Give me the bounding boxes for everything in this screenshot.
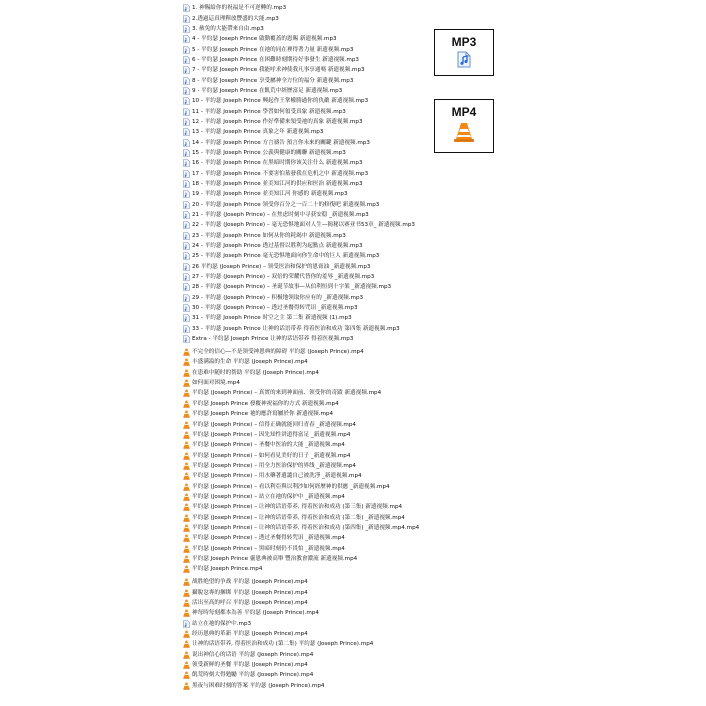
file-name: 飢荒時刻大得勉勵 平約瑟 (Joseph Prince).mp4	[192, 672, 314, 679]
vlc-cone-icon	[183, 452, 190, 460]
vlc-cone-icon	[183, 369, 190, 377]
file-name: 平約瑟 (Joseph Prince) – 看以利亞與以利沙如何經歷神的供應 _新遗视频.mp4	[192, 483, 390, 490]
mp4-file-item[interactable]	[183, 608, 653, 618]
audio-file-icon	[183, 314, 190, 322]
mp4-file-item[interactable]	[183, 564, 653, 574]
mp3-file-item[interactable]	[183, 179, 653, 189]
mp3-badge-label: MP3	[451, 35, 477, 49]
mp4-file-item[interactable]	[183, 347, 653, 357]
file-name: 不完全的信心—不是领受神恩典的障碍 平約瑟 (Joseph Prince).mp4	[192, 349, 364, 356]
mp3-file-item[interactable]	[183, 158, 653, 168]
file-name: 25 - 平約瑟 Joseph Prince 毫无恐惧地面向你生命中的巨人 新遗视频.mp3	[192, 253, 380, 260]
mp3-badge	[434, 29, 494, 76]
vlc-cone-icon	[183, 651, 190, 659]
file-name: 22 - 平約瑟 (Joseph Prince) – 毫无恐惧地面对人生—揭秘以赛亚书53章_ 新遗视频.mp3	[192, 222, 415, 229]
vlc-cone-icon	[183, 400, 190, 408]
file-name: 4 - 平約瑟 Joseph Prince 啟動覆蓋的恩賜 新遗视频.mp3	[192, 36, 337, 43]
file-name: 1. 神賜給你的祝福是不可逆轉的.mp3	[192, 5, 287, 12]
audio-file-icon	[183, 232, 190, 240]
file-name: 平約瑟 (Joseph Prince) – 让神的话语带养, 得着医治和成功 (第三集) 新遗视频.mp4	[192, 504, 403, 511]
file-name: 16 - 平約瑟 Joseph Prince 在黑暗时期你该关注什么 新遗视频.mp3	[192, 160, 363, 167]
audio-file-icon	[183, 159, 190, 167]
vlc-cone-icon	[183, 472, 190, 480]
vlc-cone-icon	[183, 348, 190, 356]
mp3-file-item[interactable]	[183, 148, 653, 158]
file-name: 10 - 平約瑟 Joseph Prince 興起作王掌權勝過你的仇敵 新遗视频.mp3	[192, 98, 369, 105]
mp4-file-item[interactable]	[183, 388, 653, 398]
mp3-file-item[interactable]	[183, 137, 653, 147]
mp3-file-item[interactable]	[183, 96, 653, 106]
mp3-file-item[interactable]	[183, 313, 653, 323]
file-name: 领受新鲜的圣餐 平約瑟 (Joseph Prince).mp4	[192, 662, 308, 669]
file-name: 15 - 平約瑟 Joseph Prince 公義與健康的關聯 新遗视频.mp3	[192, 149, 346, 156]
mp3-file-item[interactable]	[183, 282, 653, 292]
vlc-cone-icon	[183, 514, 190, 522]
vlc-cone-icon	[183, 379, 190, 387]
file-name: 17 - 平約瑟 Joseph Prince 不要害怕墓發我在危机之中 新遗视频.mp3	[192, 170, 369, 177]
vlc-cone-icon	[183, 630, 190, 638]
mp4-file-item[interactable]	[183, 681, 653, 691]
vlc-cone-icon	[183, 682, 190, 690]
mp4-file-item[interactable]	[183, 543, 653, 553]
mp3-file-item[interactable]	[183, 220, 653, 230]
file-name: 24 - 平約瑟 Joseph Prince 透过基督以胜利为起點点 新遗视频.mp3	[192, 243, 363, 250]
mp4-badge	[434, 99, 494, 153]
mp4-file-item[interactable]	[183, 368, 653, 378]
mp3-file-item[interactable]	[183, 3, 653, 13]
mp4-file-item[interactable]	[183, 502, 653, 512]
audio-file-icon	[183, 283, 190, 291]
mp4-file-item[interactable]	[183, 409, 653, 419]
mp3-file-item[interactable]	[183, 127, 653, 137]
mp3-file-item[interactable]	[183, 117, 653, 127]
audio-file-icon	[183, 211, 190, 219]
vlc-cone-icon	[183, 609, 190, 617]
audio-file-icon	[183, 201, 190, 209]
file-name: 27 - 平約瑟 (Joseph Prince) – 双倍的荣耀代替你的羞辱 _新遗视频.mp3	[192, 274, 375, 281]
file-name: 平約瑟 Joseph Prince 發覆神祝福你的方式 新遗视频.mp4	[192, 400, 339, 407]
file-name: 平約瑟 (Joseph Prince) – 用全力医治保护的界线 _新遗视频.mp4	[192, 462, 356, 469]
mp3-file-item[interactable]	[183, 210, 653, 220]
audio-file-icon	[183, 252, 190, 260]
mp3-file-item[interactable]	[183, 75, 653, 85]
file-name: 平約瑟 (Joseph Prince) – 站立在祂的保护中 _新遗视频.mp4	[192, 493, 345, 500]
vlc-cone-icon	[183, 421, 190, 429]
mp4-file-item[interactable]	[183, 440, 653, 450]
mp3-file-item[interactable]	[183, 13, 653, 23]
audio-file-icon	[183, 4, 190, 12]
file-name: 20 - 平約瑟 Joseph Prince 领受你百分之一百二十的修復吧 新遗视频.mp3	[192, 201, 380, 208]
mp4-file-item[interactable]	[183, 419, 653, 429]
audio-file-icon	[183, 108, 190, 116]
audio-file-icon	[183, 294, 190, 302]
file-name: 19 - 平約瑟 Joseph Prince 並奀知江河 你感的 新遗视频.mp3	[192, 191, 348, 198]
vlc-cone-icon	[183, 640, 190, 648]
mp4-file-item[interactable]	[183, 670, 653, 680]
audio-file-icon	[457, 51, 471, 68]
audio-file-icon	[183, 56, 190, 64]
file-name: 31 - 平約瑟 Joseph Prince 时空之主 第二集 新遗视频 (1).mp3	[192, 315, 352, 322]
mp4-file-item[interactable]	[183, 461, 653, 471]
mp3-file-item[interactable]	[183, 34, 653, 44]
audio-file-icon	[183, 325, 190, 333]
audio-file-icon	[183, 221, 190, 229]
file-name: 平約瑟 (Joseph Prince) – 如何看見美好的日子 _新遗视频.mp4	[192, 452, 351, 459]
audio-file-icon	[183, 66, 190, 74]
file-name: 平約瑟 (Joseph Prince) – 让神的话语带养, 得着医治和成功 (第二集) _新遗视频.mp4	[192, 514, 405, 521]
file-name: 33 - 平約瑟 Joseph Prince 让神的话语带养 得着医治和成功 第四集 新遗视频.mp3	[192, 325, 400, 332]
vlc-cone-icon	[183, 578, 190, 586]
mp4-badge-label: MP4	[451, 105, 477, 119]
file-name: 30 - 平約瑟 (Joseph Prince) – 透过圣餐得转咒诅 _新遗视频.mp3	[192, 305, 358, 312]
file-name: 平約瑟 (Joseph Prince) – 透过圣餐得转咒诅 _新遗视频.mp4	[192, 535, 345, 542]
file-name: 说出神信心的话语 平約瑟 (Joseph Prince).mp4	[192, 651, 314, 658]
mp3-file-item[interactable]	[183, 55, 653, 65]
audio-file-icon	[183, 118, 190, 126]
mp3-file-item[interactable]	[183, 334, 653, 344]
vlc-cone-icon	[183, 431, 190, 439]
file-name: 3. 赦免的大能帶來自由.mp3	[192, 25, 264, 32]
mp3-file-item[interactable]	[183, 241, 653, 251]
file-name: 丰盛满溢的生命 平約瑟 (Joseph Prince).mp4	[192, 359, 308, 366]
audio-file-icon	[183, 35, 190, 43]
mp4-file-item[interactable]	[183, 357, 653, 367]
vlc-cone-icon	[183, 589, 190, 597]
audio-file-icon	[183, 128, 190, 136]
mp4-file-item[interactable]	[183, 512, 653, 522]
mp4-file-item[interactable]	[183, 492, 653, 502]
audio-file-icon	[183, 242, 190, 250]
audio-file-icon	[183, 15, 190, 23]
file-name: 平約瑟 (Joseph Prince) – 用水藥著遺譴自己被洗淨 _新遗视频.mp4	[192, 473, 362, 480]
mp3-file-item[interactable]	[183, 106, 653, 116]
file-name: 12 - 平約瑟 Joseph Prince 作好準備來領受祂的真象 新遗视频.mp3	[192, 118, 363, 125]
vlc-cone-icon	[183, 441, 190, 449]
mp3-file-item[interactable]	[183, 262, 653, 272]
mp3-file-item[interactable]	[183, 169, 653, 179]
mp4-file-item[interactable]	[183, 598, 653, 608]
file-name: 站立在祂的保护中.mp3	[192, 620, 252, 627]
audio-file-icon	[183, 46, 190, 54]
file-name: 平約瑟 (Joseph Prince) – 圣餐中医治的大能 _新遗视频.mp4	[192, 442, 345, 449]
mp4-file-item[interactable]	[183, 430, 653, 440]
file-name: 29 - 平約瑟 (Joseph Prince) – 积极地领取你应有的 _新遗视频.mp3	[192, 294, 364, 301]
file-list	[183, 3, 653, 691]
mp3-file-item[interactable]	[183, 251, 653, 261]
mp3-file-item[interactable]	[183, 303, 653, 313]
audio-file-icon	[183, 304, 190, 312]
audio-file-icon	[183, 620, 190, 628]
file-name: 28 - 平約瑟 (Joseph Prince) – 圣诞节故事—从伯利恒到十字架 _新遗视频.mp3	[192, 284, 392, 291]
vlc-cone-icon	[183, 410, 190, 418]
vlc-cone-icon	[183, 565, 190, 573]
vlc-cone-icon	[183, 671, 190, 679]
mp3-file-item[interactable]	[183, 324, 653, 334]
vlc-cone-icon	[183, 555, 190, 563]
vlc-cone-icon	[453, 121, 475, 143]
file-name: 经历恩典的革新 平約瑟 (Joseph Prince).mp4	[192, 630, 308, 637]
vlc-cone-icon	[183, 483, 190, 491]
audio-file-icon	[183, 335, 190, 343]
vlc-cone-icon	[183, 524, 190, 532]
mp3-file-item[interactable]	[183, 293, 653, 303]
vlc-cone-icon	[183, 545, 190, 553]
file-name: 在患难中随时的帮助 平約瑟 (Joseph Prince).mp4	[192, 369, 319, 376]
file-name: 平約瑟 Joseph Prince 靈恩典被高舉 豐治教會濃流 新遗视频.mp4	[192, 555, 358, 562]
audio-file-icon	[183, 263, 190, 271]
file-name: 平約瑟 Joseph Prince.mp4	[192, 566, 263, 573]
mp4-file-item[interactable]	[183, 533, 653, 543]
vlc-cone-icon	[183, 389, 190, 397]
audio-file-icon	[183, 273, 190, 281]
mp4-file-item[interactable]	[183, 378, 653, 388]
mp3-file-item[interactable]	[183, 24, 653, 34]
file-name: 7 - 平約瑟 Joseph Prince 我能呼求神使我凡事享通嗎 新遗视频.mp3	[192, 67, 365, 74]
file-name: 23 - 平約瑟 Joseph Prince 如何从你的耗竭中 新遗视频.mp3	[192, 232, 346, 239]
mp3-file-item[interactable]	[183, 86, 653, 96]
file-name: 神每時每刻都本為善 平約瑟 (Joseph Prince).mp4	[192, 610, 319, 617]
audio-file-icon	[183, 190, 190, 198]
file-name: 5 - 平約瑟 Joseph Prince 在祂的同在裡得著力量 新遗视频.mp3	[192, 46, 354, 53]
vlc-cone-icon	[183, 599, 190, 607]
file-name: 13 - 平約瑟 Joseph Prince 真象之年 新遗视频.mp3	[192, 129, 324, 136]
audio-file-icon	[183, 149, 190, 157]
file-name: 8 - 平約瑟 Joseph Prince 享受屬神全方位的福分 新遗视频.mp3	[192, 77, 354, 84]
mp4-file-item[interactable]	[183, 639, 653, 649]
audio-file-icon	[183, 170, 190, 178]
file-name: 9 - 平約瑟 Joseph Prince 在飢荒中經歷富足 新遗视频.mp3	[192, 87, 343, 94]
vlc-cone-icon	[183, 462, 190, 470]
mp3-file-item[interactable]	[183, 231, 653, 241]
file-name: 平約瑟 (Joseph Prince) – 真實的來到神面前、领受你的奇蹟 新遗视频.mp4	[192, 390, 382, 397]
file-name: 6 - 平約瑟 Joseph Prince 在困難時刻期待好事發生 新遗视频.mp3	[192, 56, 359, 63]
audio-file-icon	[183, 97, 190, 105]
file-name: 2.透過這真理釋放豐盛的大能.mp3	[192, 15, 279, 22]
file-name: 如何面对困境.mp4	[192, 380, 240, 387]
mp4-file-item[interactable]	[183, 399, 653, 409]
vlc-cone-icon	[183, 358, 190, 366]
audio-file-icon	[183, 77, 190, 85]
mp3-file-item[interactable]	[183, 272, 653, 282]
vlc-cone-icon	[183, 503, 190, 511]
file-name: 平約瑟 (Joseph Prince) – 黑暗时刻仍不畏怕 _新遗视频.mp4	[192, 545, 345, 552]
audio-file-icon	[183, 25, 190, 33]
audio-file-icon	[183, 180, 190, 188]
mp4-file-item[interactable]	[183, 481, 653, 491]
vlc-cone-icon	[183, 534, 190, 542]
mp4-file-item[interactable]	[183, 523, 653, 533]
mp3-file-item[interactable]	[183, 200, 653, 210]
file-name: 活出至高的呼召 平約瑟 (Joseph Prince).mp4	[192, 599, 308, 606]
file-name: 让神的话语带养, 得着医治和成功 (第二集) 平約瑟 (Joseph Prince).mp4	[192, 641, 374, 648]
file-name: 黑夜与困难时刻的答案 平約瑟 (Joseph Prince).mp4	[192, 682, 325, 689]
file-name: 26 平约瑟 (Joseph Prince) – 领受医治和保护的恩膏油 _新遗视频.mp3	[192, 263, 371, 270]
mp4-file-item[interactable]	[183, 471, 653, 481]
file-name: 攝脫忿專的捆绑 平約瑟 (Joseph Prince).mp4	[192, 589, 308, 596]
mp3-file-item[interactable]	[183, 618, 653, 628]
file-name: 平約瑟 Joseph Prince 祂的應許寫屬於你 新遗视频.mp4	[192, 411, 334, 418]
file-name: 平約瑟 (Joseph Prince) – 让神的话语带养, 得着医治和成功 (第四集) _新遗视频.mp4.mp4	[192, 524, 420, 531]
audio-file-icon	[183, 139, 190, 147]
mp4-file-item[interactable]	[183, 577, 653, 587]
file-name: 18 - 平約瑟 Joseph Prince 並奀知江河的供应和医治 新遗视频.mp3	[192, 181, 363, 188]
mp4-file-item[interactable]	[183, 587, 653, 597]
file-name: Extra - 平約瑟 Joseph Prince 让神的话语带养 得着医视频.mp3	[192, 336, 354, 343]
mp4-file-item[interactable]	[183, 660, 653, 670]
file-name: 14 - 平約瑟 Joseph Prince 方言禱告 預言你未來的關鍵 新遗视频.mp3	[192, 139, 370, 146]
file-name: 平約瑟 (Joseph Prince) – 信得正确就能回归青春 _新遗视频.mp4	[192, 421, 356, 428]
mp3-file-item[interactable]	[183, 44, 653, 54]
audio-file-icon	[183, 87, 190, 95]
mp4-file-item[interactable]	[183, 629, 653, 639]
file-name: 战胜绝望的争战 平約瑟 (Joseph Prince).mp4	[192, 579, 308, 586]
vlc-cone-icon	[183, 493, 190, 501]
file-name: 21 - 平約瑟 (Joseph Prince) – 在焦虑时刻中寻获安稳 _新遗视频.mp3	[192, 212, 369, 219]
mp4-file-item[interactable]	[183, 450, 653, 460]
mp3-file-item[interactable]	[183, 65, 653, 75]
mp3-file-item[interactable]	[183, 189, 653, 199]
mp4-file-item[interactable]	[183, 554, 653, 564]
file-name: 平約瑟 (Joseph Prince) – 因先知性讲道得富足 _新遗视频.mp4	[192, 431, 351, 438]
file-name: 11 - 平約瑟 Joseph Prince 學習如何領受真象 新遗视频.mp3	[192, 108, 346, 115]
vlc-cone-icon	[183, 661, 190, 669]
mp4-file-item[interactable]	[183, 650, 653, 660]
